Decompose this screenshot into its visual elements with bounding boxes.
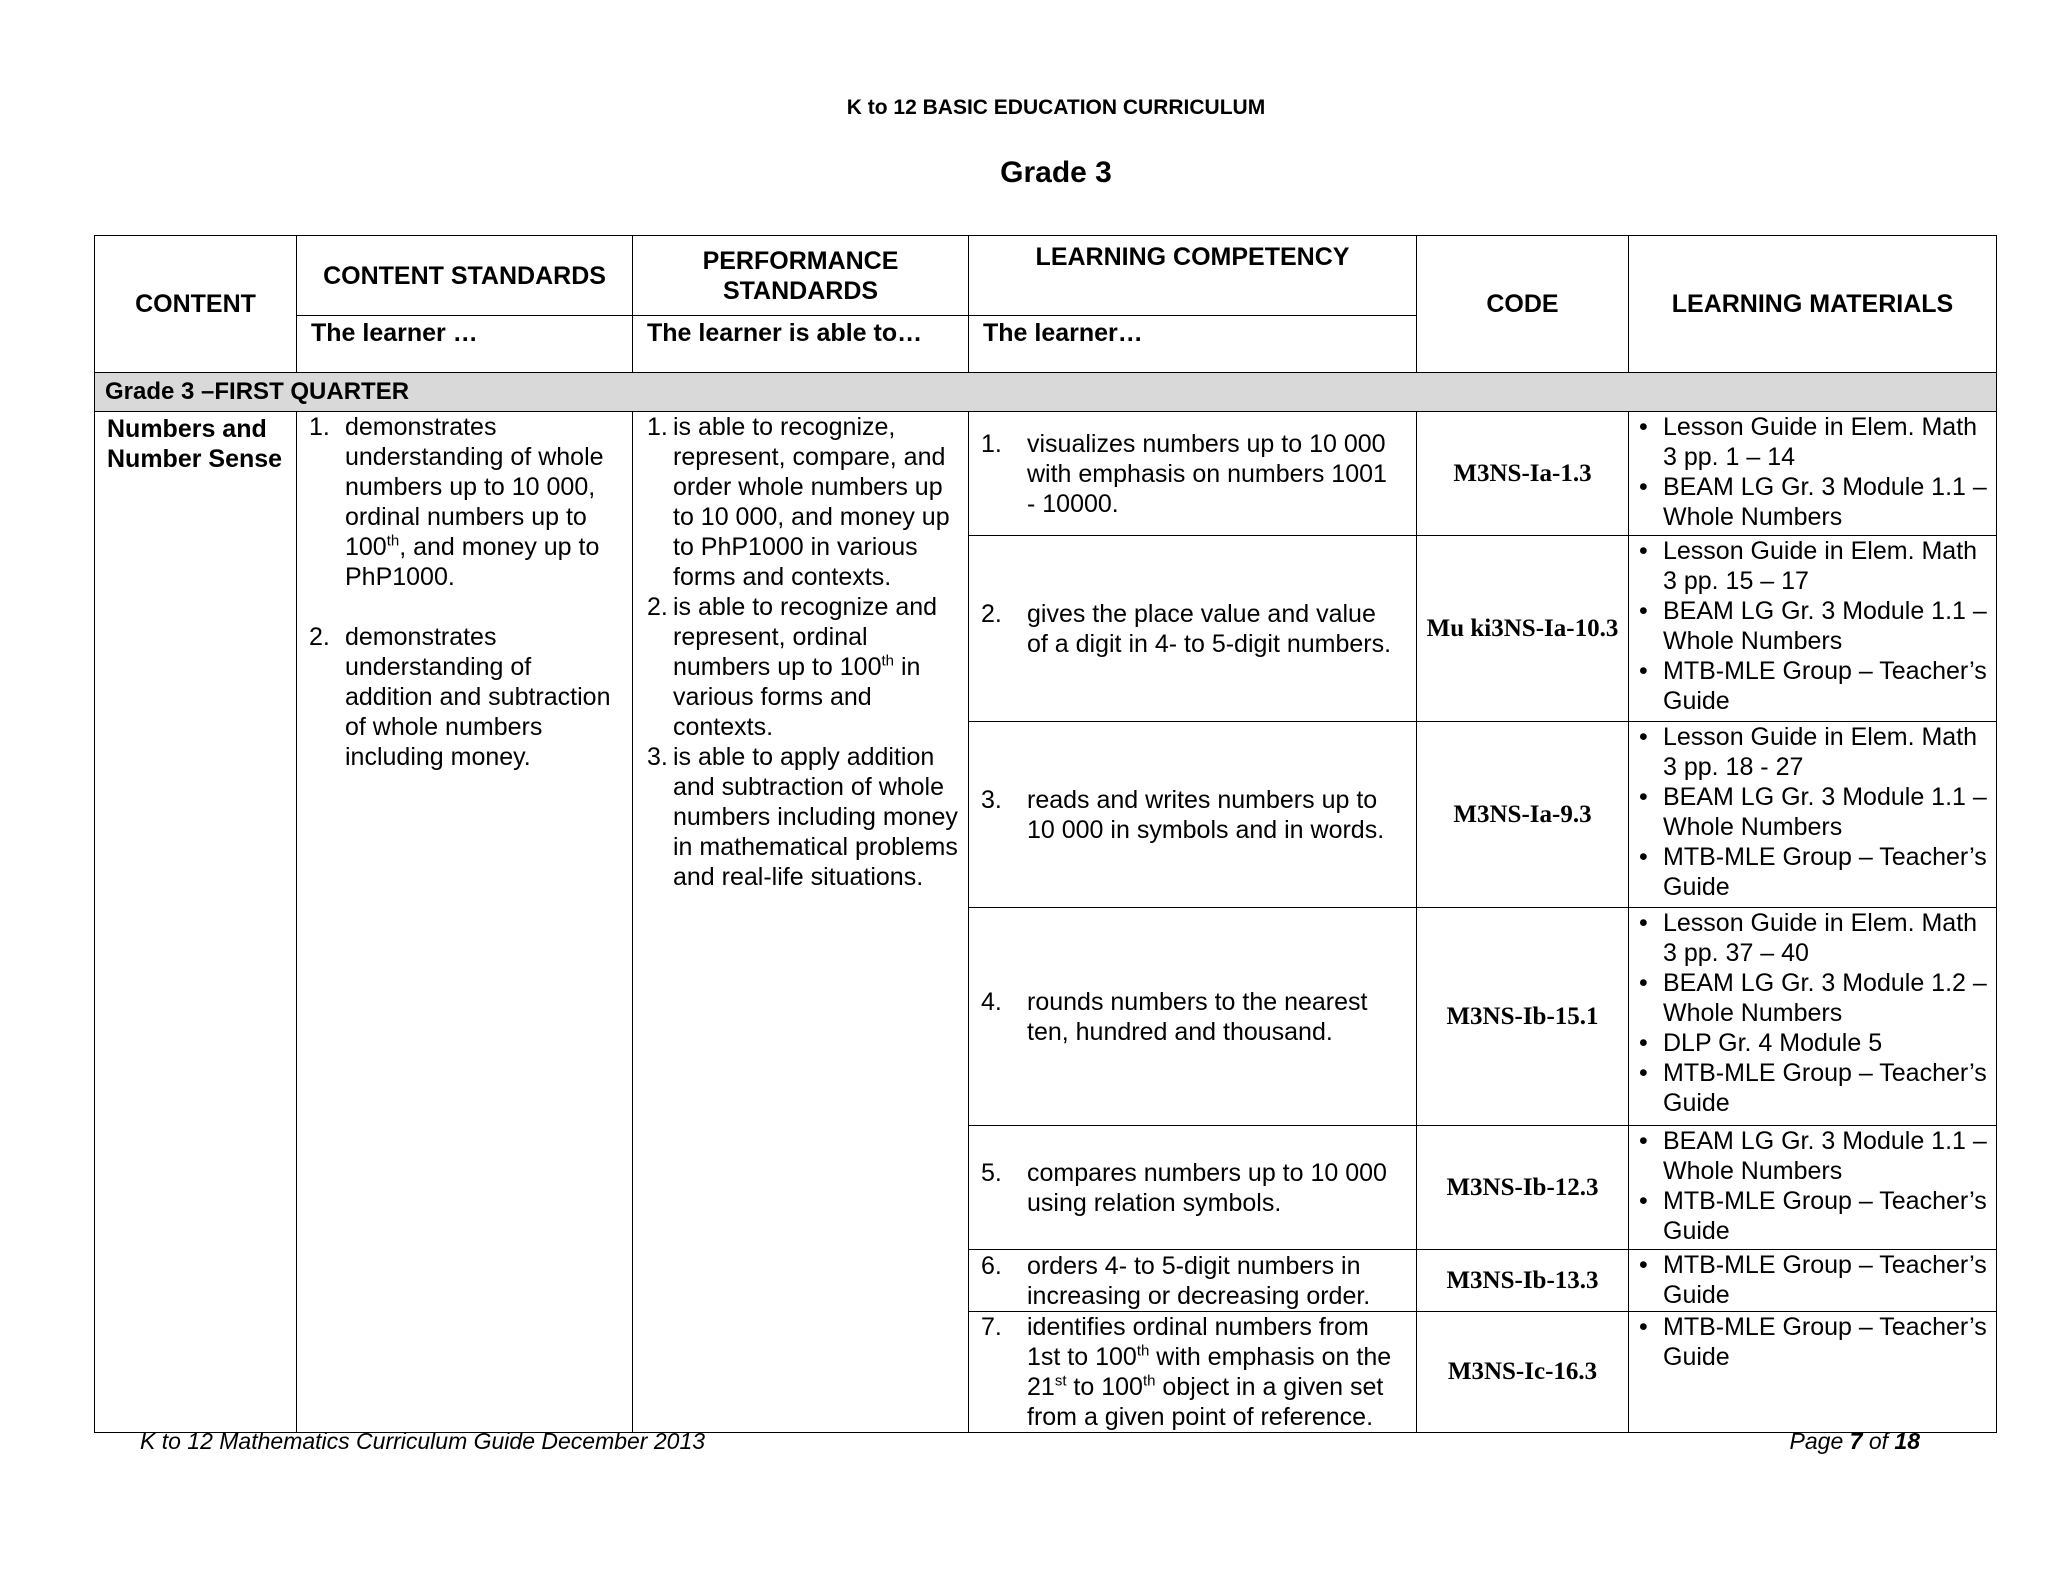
header-performance-standards: PERFORMANCE STANDARDS (633, 236, 969, 316)
material-item: • BEAM LG Gr. 3 Module 1.1 – Whole Numbers (1639, 473, 1987, 531)
competency-cell: 4. rounds numbers to the nearest ten, hundred and thousand. (969, 908, 1417, 1126)
materials-cell (1629, 1250, 1997, 1312)
competency-cell: 5. compares numbers up to 10 000 using relation symbols. (969, 1126, 1417, 1250)
material-item: • Lesson Guide in Elem. Math 3 pp. 37 – 40 (1639, 909, 1978, 967)
material-item: • Lesson Guide in Elem. Math 3 pp. 15 – 17 (1639, 537, 1978, 595)
materials-cell (1629, 1126, 1997, 1250)
material-item: • MTB-MLE Group – Teacher’s Guide (1639, 1251, 1987, 1309)
material-item: • BEAM LG Gr. 3 Module 1.1 – Whole Numbers (1639, 1127, 1987, 1185)
code-cell: M3NS-Ia-9.3 (1417, 722, 1629, 908)
footer-guide-title: K to 12 Mathematics Curriculum Guide December 2013 (140, 1428, 706, 1454)
materials-cell (1629, 1312, 1997, 1433)
competency-cell: 6. orders 4- to 5-digit numbers in increasing or decreasing order. (969, 1250, 1417, 1312)
competency-cell: 7. identifies ordinal numbers from 1st to 100th with emphasis on the 21st to 100th object in a given set from a given point of reference. (969, 1312, 1417, 1433)
materials-cell (1629, 908, 1997, 1126)
subheader-performance-standards: The learner is able to… (633, 316, 969, 373)
subheader-content-standards: The learner … (297, 316, 633, 373)
material-item: • MTB-MLE Group – Teacher’s Guide (1639, 1059, 1987, 1117)
material-item: • MTB-MLE Group – Teacher’s Guide (1639, 843, 1987, 901)
code-cell: M3NS-Ic-16.3 (1417, 1312, 1629, 1433)
performance-standard-item: 3. is able to apply addition and subtraction of whole numbers including money in mathematical problems and real-life situations. (647, 743, 958, 891)
material-item: • Lesson Guide in Elem. Math 3 pp. 18 - 27 (1639, 723, 1978, 781)
header-content-standards: CONTENT STANDARDS (297, 236, 633, 316)
code-cell: Mu ki3NS-Ia-10.3 (1417, 536, 1629, 722)
content-standards-cell (297, 412, 633, 1433)
material-item: • BEAM LG Gr. 3 Module 1.2 – Whole Numbers (1639, 969, 1987, 1027)
footer-page-number: Page 7 of 18 (1789, 1428, 1920, 1454)
competency-cell: 3. reads and writes numbers up to 10 000 in symbols and in words. (969, 722, 1417, 908)
competency-cell: 1. visualizes numbers up to 10 000 with emphasis on numbers 1001 - 10000. (969, 412, 1417, 536)
quarter-row: Grade 3 –FIRST QUARTER (95, 373, 1997, 412)
grade-heading: Grade 3 (1000, 156, 1112, 189)
content-standard-item: 1. demonstrates understanding of whole numbers up to 10 000, ordinal numbers up to 100th, and money up to PhP1000. (309, 413, 604, 591)
materials-cell (1629, 722, 1997, 908)
header-code: CODE (1417, 236, 1629, 373)
material-item: • MTB-MLE Group – Teacher’s Guide (1639, 1187, 1987, 1245)
subheader-learning-competency: The learner… (969, 316, 1417, 373)
content-cell: Numbers and Number Sense (95, 412, 297, 1433)
header-content: CONTENT (95, 236, 297, 373)
performance-standards-cell (633, 412, 969, 1433)
code-cell: M3NS-Ib-15.1 (1417, 908, 1629, 1126)
performance-standard-item: 1. is able to recognize, represent, compare, and order whole numbers up to 10 000, and money up to PhP1000 in various forms and contexts. (647, 413, 950, 591)
material-item: • BEAM LG Gr. 3 Module 1.1 – Whole Numbers (1639, 783, 1987, 841)
content-standard-item: 2. demonstrates understanding of addition and subtraction of whole numbers including money. (309, 623, 611, 771)
material-item: • DLP Gr. 4 Module 5 (1639, 1029, 1883, 1057)
material-item: • BEAM LG Gr. 3 Module 1.1 – Whole Numbers (1639, 597, 1987, 655)
competency-cell: 2. gives the place value and value of a digit in 4- to 5-digit numbers. (969, 536, 1417, 722)
materials-cell (1629, 412, 1997, 536)
code-cell: M3NS-Ib-13.3 (1417, 1250, 1629, 1312)
material-item: • Lesson Guide in Elem. Math 3 pp. 1 – 14 (1639, 413, 1978, 471)
material-item: • MTB-MLE Group – Teacher’s Guide (1639, 1313, 1987, 1371)
document-title: K to 12 BASIC EDUCATION CURRICULUM (846, 96, 1266, 119)
material-item: • MTB-MLE Group – Teacher’s Guide (1639, 657, 1987, 715)
code-cell: M3NS-Ib-12.3 (1417, 1126, 1629, 1250)
header-learning-materials: LEARNING MATERIALS (1629, 236, 1997, 373)
code-cell: M3NS-Ia-1.3 (1417, 412, 1629, 536)
performance-standard-item: 2. is able to recognize and represent, ordinal numbers up to 100th in various forms and contexts. (647, 593, 938, 741)
header-learning-competency: LEARNING COMPETENCY (969, 236, 1417, 316)
curriculum-table (94, 235, 1997, 1433)
materials-cell (1629, 536, 1997, 722)
